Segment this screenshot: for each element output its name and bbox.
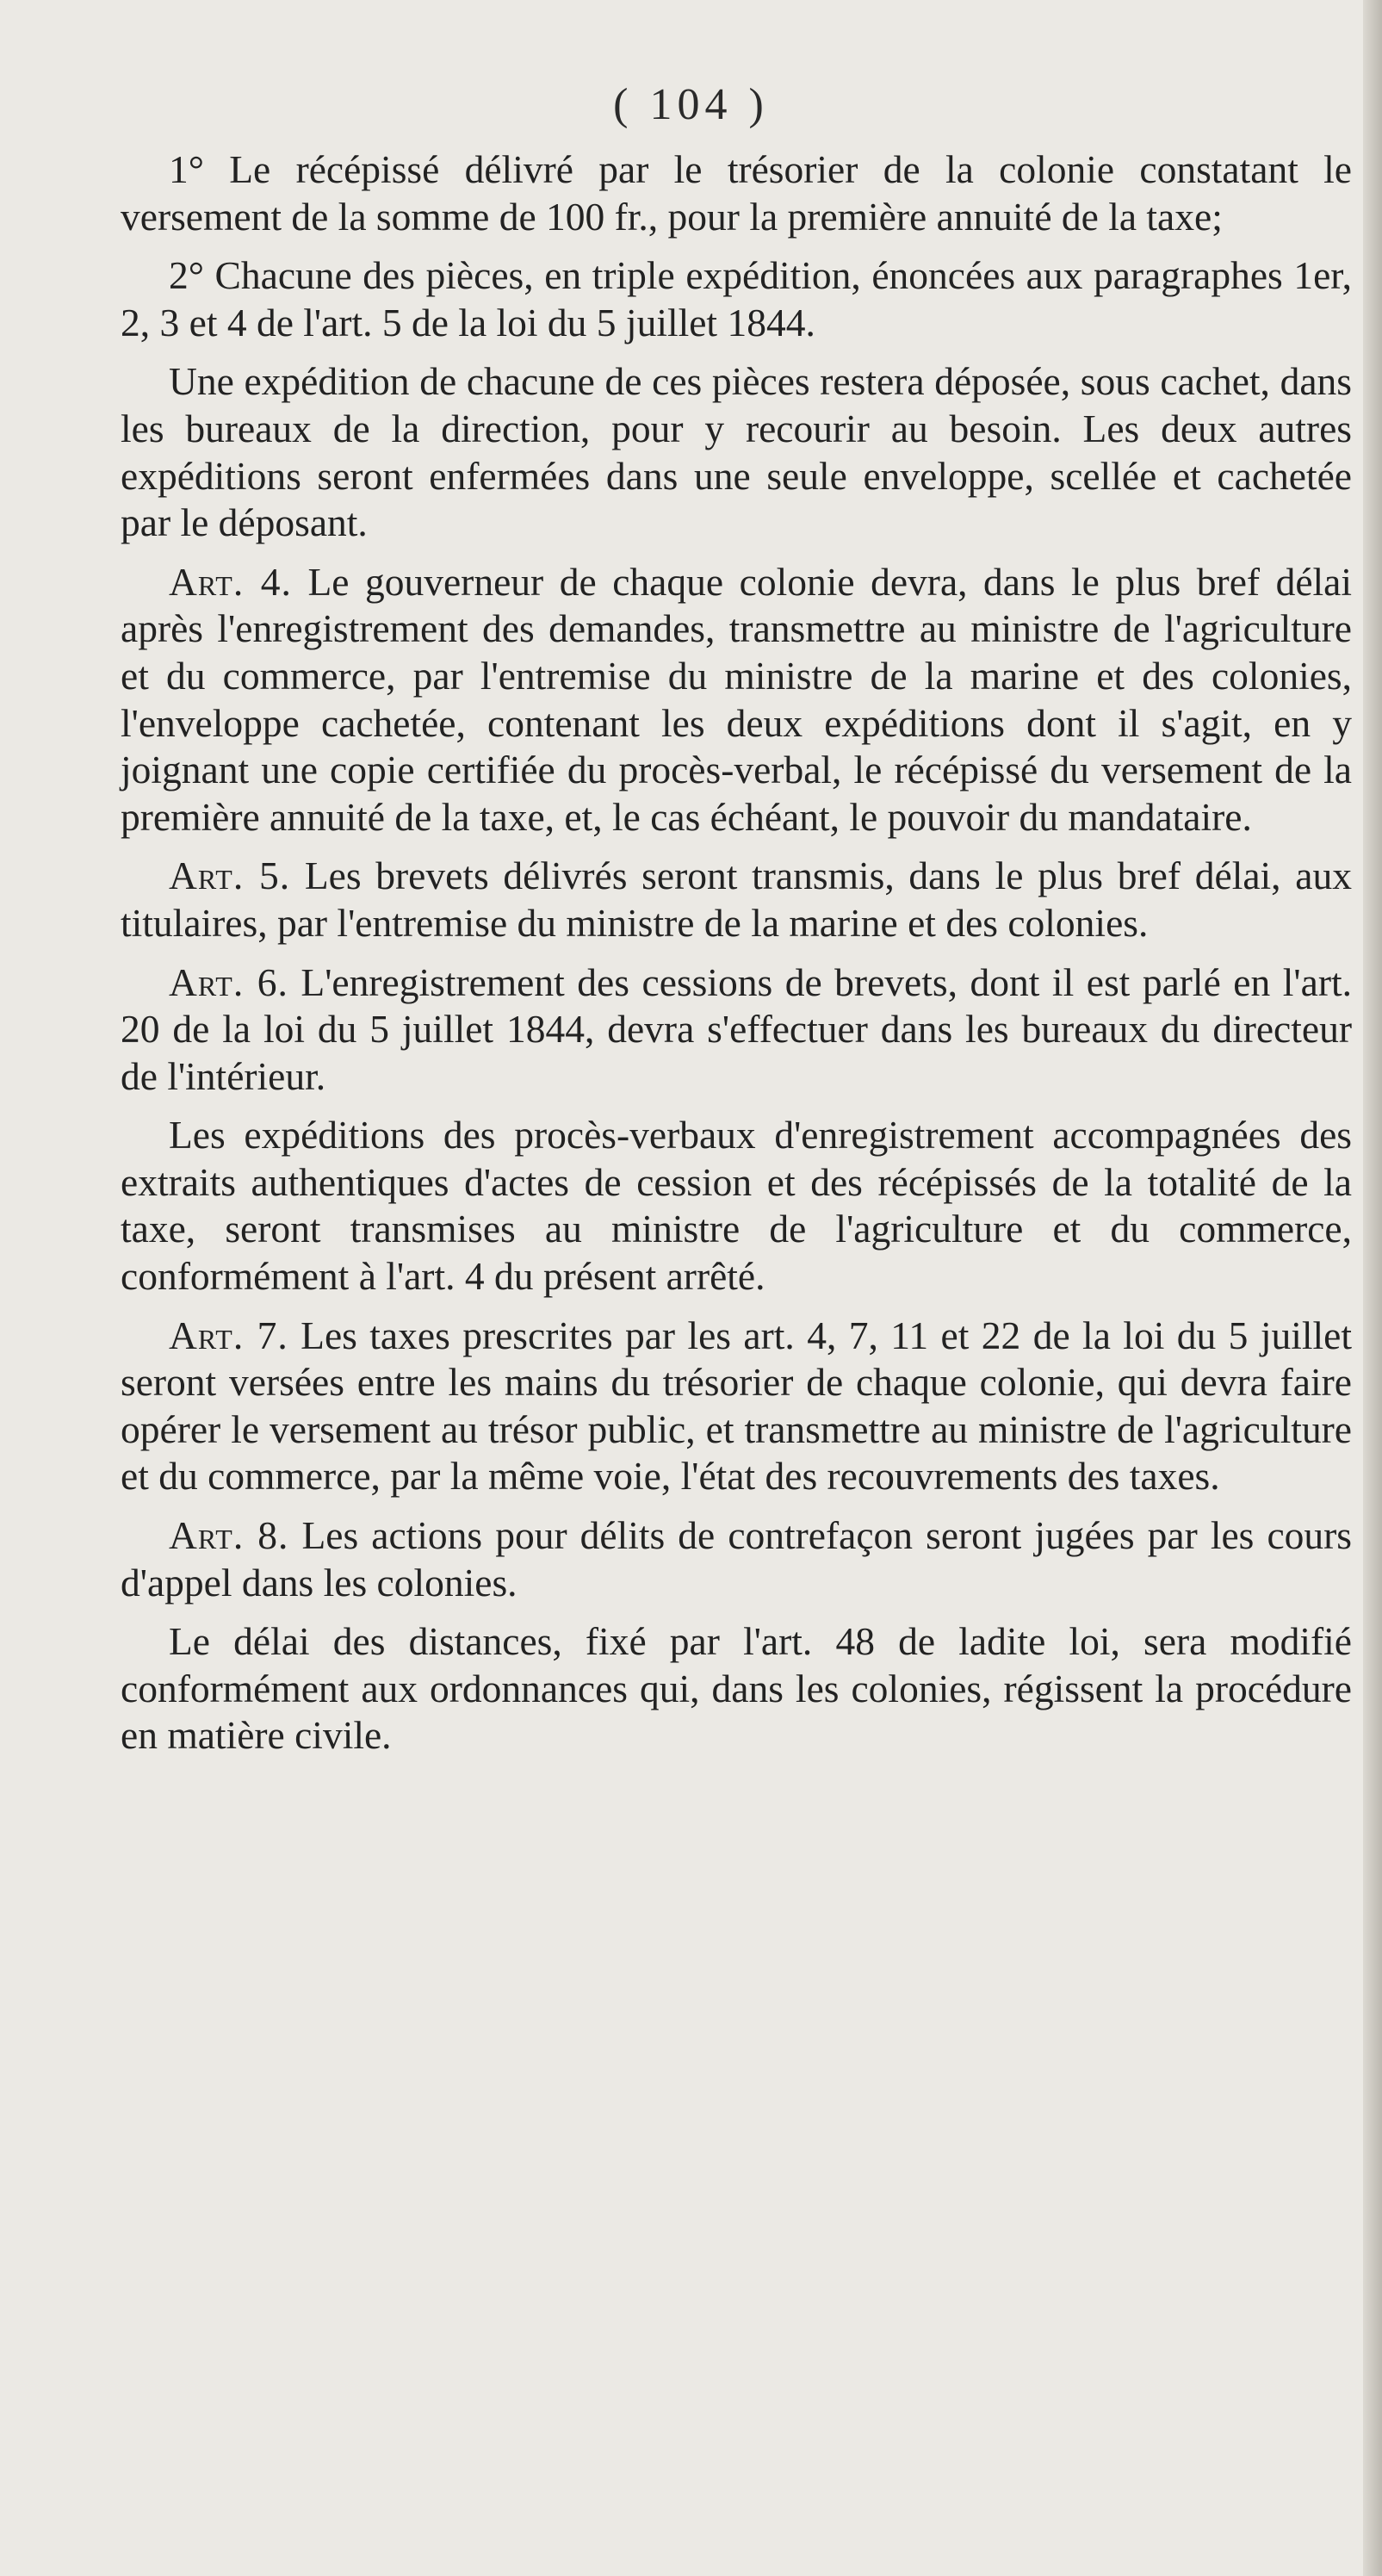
paragraph-text: Les expéditions des procès-verbaux d'enregistrement accompagnées des extraits authentiques d'actes de cession et des récépissés de la totalité de la taxe, seront transmises au ministre de l'agriculture et du commerce, conformément à l'art. 4 du présent arrêté.	[121, 1113, 1352, 1299]
article-label: Art. 7.	[169, 1313, 288, 1357]
paragraph	[121, 358, 1352, 546]
paragraph-text: 2° Chacune des pièces, en triple expédition, énoncées aux paragraphes 1er, 2, 3 et 4 de l'art. 5 de la loi du 5 juillet 1844.	[121, 253, 1352, 345]
paragraph	[121, 1112, 1352, 1300]
paragraph-text: Les taxes prescrites par les art. 4, 7, 11 et 22 de la loi du 5 juillet seront versées entre les mains du trésorier de chaque colonie, qui devra faire opérer le versement au trésor public, et transmettre au ministre de l'agriculture et du commerce, par la même voie, l'état des recouvrements des taxes.	[121, 1313, 1353, 1499]
paragraph-text: L'enregistrement des cessions de brevets, dont il est parlé en l'art. 20 de la loi du 5 juillet 1844, devra s'effectuer dans les bureaux du directeur de l'intérieur.	[121, 959, 1352, 1098]
article-label: Art. 5.	[169, 853, 291, 898]
paragraph-text: Le gouverneur de chaque colonie devra, dans le plus bref délai après l'enregistrement des demandes, transmettre au ministre de l'agriculture et du commerce, par l'entremise du ministre de la marine et des colonies, l'enveloppe cachetée, contenant les deux expéditions dont il s'agit, en y joignant une copie certifiée du procès-verbal, le récépissé du versement de la première annuité de la taxe, et, le cas échéant, le pouvoir du mandataire.	[121, 559, 1353, 839]
page-edge	[1363, 0, 1382, 2576]
page-number: ( 104 )	[613, 80, 769, 129]
paragraph	[121, 853, 1352, 947]
paragraph	[121, 1512, 1352, 1606]
paragraph-text: Les actions pour délits de contrefaçon seront jugées par les cours d'appel dans les colonies.	[121, 1513, 1353, 1605]
article-label: Art. 8.	[169, 1513, 289, 1558]
paragraph-text: Une expédition de chacune de ces pièces restera déposée, sous cachet, dans les bureaux de la direction, pour y recourir au besoin. Les deux autres expéditions seront enfermées dans une seule enveloppe, scellée et cachetée par le déposant.	[121, 359, 1352, 545]
paragraph	[121, 959, 1352, 1101]
paragraph-text: 1° Le récépissé délivré par le trésorier de la colonie constatant le versement de la somme de 100 fr., pour la première annuité de la taxe;	[121, 147, 1352, 239]
paragraph	[121, 146, 1352, 240]
paragraph	[121, 252, 1352, 346]
paragraph-text: Les brevets délivrés seront transmis, dans le plus bref délai, aux titulaires, par l'entremise du ministre de la marine et des colonies.	[121, 853, 1353, 945]
article-label: Art. 6.	[169, 959, 288, 1004]
paragraph	[121, 1618, 1352, 1760]
body-text	[121, 146, 1352, 1772]
paragraph	[121, 1313, 1352, 1500]
article-label: Art. 4.	[169, 559, 292, 604]
paragraph	[121, 559, 1352, 841]
paragraph-text: Le délai des distances, fixé par l'art. 48 de ladite loi, sera modifié conformément aux ordonnances qui, dans les colonies, régissent la procédure en matière civile.	[121, 1619, 1352, 1758]
